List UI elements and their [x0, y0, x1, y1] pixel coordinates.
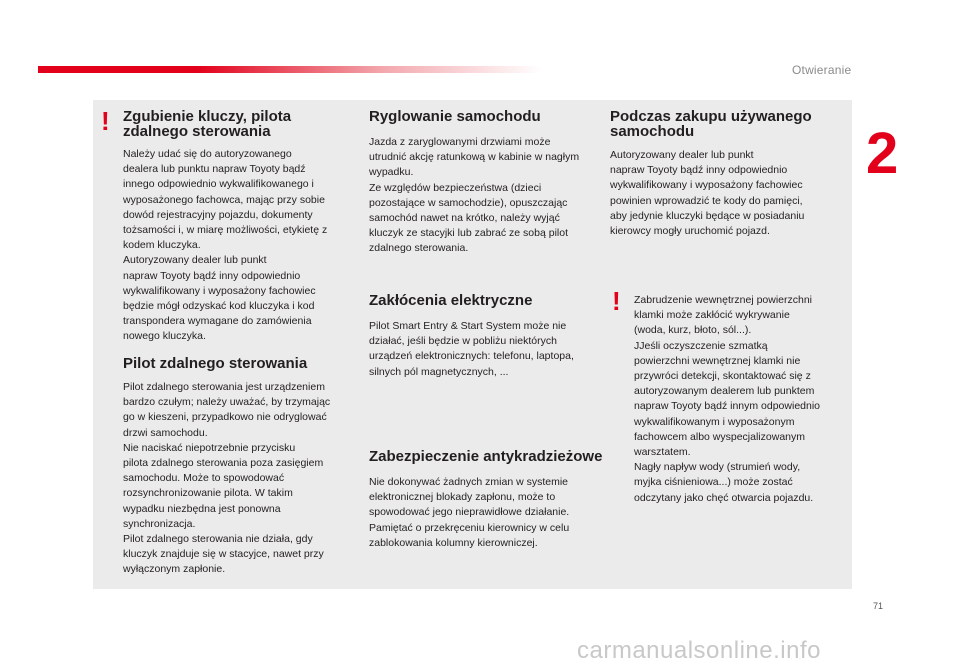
text-vehicle-locking: Jazda z zaryglowanymi drzwiami może utrudnić akcję ratunkową w kabinie w nagłym wypadku. Ze względów bezpieczeństwa (dzieci pozostające w samochodzie), opuszczając samochód nawet na krótko, należy wyjąć kluczyk ze stacyjki lub zabrać ze sobą pilot zdalnego sterowania.	[369, 136, 580, 255]
section-remote-control	[123, 356, 358, 578]
chapter-number: 2	[866, 121, 899, 186]
section-title: Otwieranie	[792, 63, 852, 77]
heading-vehicle-locking: Ryglowanie samochodu	[369, 108, 541, 125]
text-remote-control: Pilot zdalnego sterowania jest urządzeniem bardzo czułym; należy uważać, by trzymając go w kieszeni, przypadkowo nie odryglować drzwi samochodu. Nie naciskać niepotrzebnie przycisku pilota zdalnego sterowania poza zasięgiem samochodu. Może to spowodować rozsynchronizowanie pilota. W takim wypadku niezbędna jest ponowna synchronizacja. Pilot zdalnego sterowania nie działa, gdy kluczyk znajduje się w stacyjce, nawet przy wyłączonym zapłonie.	[123, 381, 331, 576]
heading-electrical-interference: Zakłócenia elektryczne	[369, 292, 533, 309]
section-vehicle-locking	[369, 109, 604, 257]
section-handle-dirt-warning	[634, 293, 849, 506]
text-anti-theft: Nie dokonywać żadnych zmian w systemie elektronicznej blokady zapłonu, może to spowodować jego nieprawidłowe działanie. Pamiętać o przekręceniu kierownicy w celu zablokowania kolumny kierowniczej.	[369, 476, 570, 549]
section-used-vehicle-purchase	[610, 109, 840, 239]
heading-used-vehicle-purchase: Podczas zakupu używanego samochodu	[610, 108, 812, 140]
text-handle-dirt-warning: Zabrudzenie wewnętrznej powierzchni klamki może zakłócić wykrywanie (woda, kurz, błoto, sól...). JJeśli oczyszczenie szmatką powierzchni wewnętrznej klamki nie przywróci detekcji, skontaktować się z autoryzowanym dealerem lub punktem napraw Toyoty bądź innym odpowiednio wykwalifikowanym i wyposażonym fachowcem albo wyspecjalizowanym warsztatem. Nagły napływ wody (strumień wody, myjka ciśnieniowa...) może zostać odczytany jako chęć otwarcia pojazdu.	[634, 294, 821, 504]
warning-exclamation-icon: !	[612, 286, 621, 316]
section-anti-theft	[369, 449, 604, 551]
text-lost-keys: Należy udać się do autoryzowanego dealera lub punktu napraw Toyoty bądź innego odpowiednio wykwalifikowanego i wyposażonego fachowca, mając przy sobie dowód rejestracyjny pojazdu, dokumenty tożsamości i, w miarę możliwości, etykietę z kodem kluczyka. Autoryzowany dealer lub punkt napraw Toyoty bądź inny odpowiednio wykwalifikowany i wyposażony fachowiec będzie mógł odzyskać kod kluczyka i kod transpondera wymagane do zamówienia nowego kluczyka.	[123, 148, 328, 343]
warning-exclamation-icon: !	[101, 106, 110, 136]
page-number: 71	[873, 601, 884, 611]
header-accent-bar	[38, 66, 758, 73]
section-electrical-interference	[369, 293, 604, 380]
section-lost-keys	[123, 109, 353, 345]
text-used-vehicle-purchase: Autoryzowany dealer lub punkt napraw Toyoty bądź inny odpowiednio wykwalifikowany i wyposażony fachowiec powinien wprowadzić te kody do pamięci, aby jedynie kluczyki będące w posiadaniu kierowcy mogły uruchomić pojazd.	[610, 149, 805, 238]
heading-remote-control: Pilot zdalnego sterowania	[123, 355, 308, 372]
text-electrical-interference: Pilot Smart Entry & Start System może nie działać, jeśli będzie w pobliżu niektórych urządzeń elektronicznych: telefonu, laptopa, silnych pól magnetycznych, ...	[369, 320, 574, 378]
content-panel	[93, 100, 852, 589]
watermark: carmanualsonline.info	[577, 637, 821, 664]
heading-lost-keys: Zgubienie kluczy, pilota zdalnego sterowania	[123, 108, 292, 140]
heading-anti-theft: Zabezpieczenie antykradzieżowe	[369, 448, 603, 465]
